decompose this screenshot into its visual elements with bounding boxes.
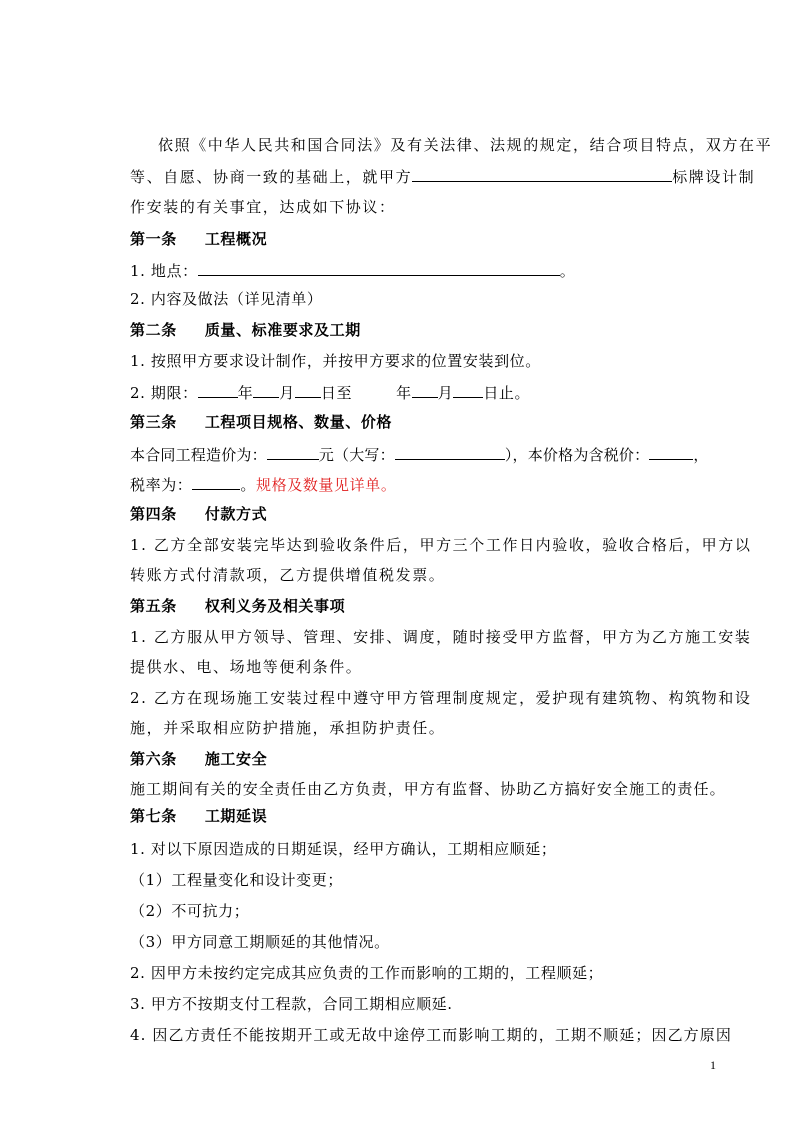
article-7-title: 第七条 (130, 807, 177, 825)
article-3-heading (130, 412, 750, 432)
end-month-blank[interactable] (412, 381, 438, 398)
article-6-name: 施工安全 (204, 750, 268, 768)
tax-rate-end: 。 (240, 476, 257, 494)
article-5-title: 第五条 (130, 597, 177, 615)
tax-price-label: ），本价格为含税价： (504, 446, 650, 464)
start-day-blank[interactable] (295, 381, 321, 398)
year-label: 年 (237, 384, 254, 402)
article-2-period (130, 381, 750, 403)
article-1-name: 工程概况 (204, 230, 268, 248)
price-blank[interactable] (267, 443, 319, 460)
intro-text-3: 作安装的有关事宜，达成如下协议： (130, 198, 396, 216)
price-label: 本合同工程造价为： (130, 446, 267, 464)
article-6-line-1 (130, 779, 750, 799)
article-5-line-2 (130, 657, 750, 677)
article-7-line-2 (130, 870, 750, 890)
article-7-heading (130, 806, 750, 826)
article-2-item-1 (130, 351, 750, 371)
price-unit: 元（大写： (318, 446, 395, 464)
article-5-heading (130, 596, 750, 616)
article-3-name: 工程项目规格、数量、价格 (204, 413, 393, 431)
article-4-name: 付款方式 (204, 505, 268, 523)
month-label-2: 月 (437, 384, 454, 402)
intro-text-1: 依照《中华人民共和国合同法》及有关法律、法规的规定，结合项目特点，双方在平 (158, 136, 773, 154)
article-7-name: 工期延误 (204, 807, 268, 825)
article-1-heading (130, 229, 750, 249)
start-month-blank[interactable] (253, 381, 279, 398)
article-7-line-4 (130, 932, 750, 952)
article-2-name: 质量、标准要求及工期 (204, 321, 361, 339)
article-3-price-line (130, 443, 750, 465)
article-3-tax-line (130, 473, 750, 495)
article-5-line-1 (130, 627, 750, 647)
article-4-line-1 (130, 535, 750, 555)
article-6-text-1: 施工期间有关的安全责任由乙方负责，甲方有监督、协助乙方搞好安全施工的责任。 (130, 780, 726, 798)
intro-line-3 (130, 197, 750, 217)
article-3-title: 第三条 (130, 413, 177, 431)
article-2-item-1-text: 1. 按照甲方要求设计制作，并按甲方要求的位置安装到位。 (130, 352, 541, 370)
article-5-text-1: 1. 乙方服从甲方领导、管理、安排、调度，随时接受甲方监督，甲方为乙方施工安装 (130, 628, 752, 646)
location-blank[interactable] (198, 259, 560, 276)
article-4-heading (130, 504, 750, 524)
year-label-2: 年 (396, 384, 412, 402)
article-7-text-6: 3. 甲方不按期支付工程款，合同工期相应顺延. (130, 995, 453, 1013)
article-4-text-1: 1. 乙方全部安装完毕达到验收条件后，甲方三个工作日内验收，验收合格后，甲方以 (130, 536, 752, 554)
article-7-line-7 (130, 1025, 750, 1045)
article-7-text-7: 4. 因乙方责任不能按期开工或无故中途停工而影响工期的，工期不顺延；因乙方原因 (130, 1026, 732, 1044)
month-label: 月 (279, 384, 295, 402)
intro-line-1 (130, 135, 773, 155)
article-5-text-3: 2. 乙方在现场施工安装过程中遵守甲方管理制度规定，爱护现有建筑物、构筑物和设 (130, 689, 752, 707)
tax-price-blank[interactable] (649, 443, 693, 460)
article-7-text-5: 2. 因甲方未按约定完成其应负责的工作而影响的工期的，工程顺延； (130, 964, 604, 982)
intro-text-2b: 标牌设计制 (672, 168, 756, 186)
spec-note: 规格及数量见详单。 (256, 476, 397, 494)
article-5-text-2: 提供水、电、场地等便利条件。 (130, 658, 363, 676)
tax-rate-label: 税率为： (130, 476, 193, 494)
content-text: 2. 内容及做法（详见清单） (130, 290, 323, 308)
article-7-line-1 (130, 839, 750, 859)
article-1-location (130, 259, 750, 281)
article-7-text-1: 1. 对以下原因造成的日期延误，经甲方确认，工期相应顺延； (130, 840, 557, 858)
end-day-blank[interactable] (453, 381, 483, 398)
article-7-line-5 (130, 963, 750, 983)
location-label: 1. 地点： (130, 262, 198, 280)
article-7-text-4: （3）甲方同意工期顺延的其他情况。 (130, 933, 390, 951)
intro-line-2 (130, 165, 756, 187)
day-to-label: 日至 (320, 384, 353, 402)
period-label: 2. 期限： (130, 384, 198, 402)
article-2-title: 第二条 (130, 321, 177, 339)
article-6-title: 第六条 (130, 750, 177, 768)
article-4-line-2 (130, 565, 750, 585)
price-words-blank[interactable] (395, 443, 505, 460)
article-7-text-3: （2）不可抗力； (130, 902, 250, 920)
tax-price-end: ， (693, 446, 709, 464)
article-7-line-3 (130, 901, 750, 921)
intro-text-2a: 等、自愿、协商一致的基础上，就甲方 (130, 168, 413, 186)
article-1-title: 第一条 (130, 230, 177, 248)
end-label: 日止。 (483, 384, 531, 402)
article-4-title: 第四条 (130, 505, 177, 523)
start-year-blank[interactable] (198, 381, 238, 398)
article-5-text-4: 施，并采取相应防护措施，承担防护责任。 (130, 719, 446, 737)
article-1-content (130, 289, 750, 309)
article-6-heading (130, 749, 750, 769)
article-7-line-6 (130, 994, 750, 1014)
location-end: 。 (559, 262, 576, 280)
page-number: 1 (710, 1058, 716, 1072)
article-5-line-4 (130, 718, 750, 738)
project-name-blank[interactable] (412, 165, 672, 182)
article-4-text-2: 转账方式付清款项，乙方提供增值税发票。 (130, 566, 446, 584)
article-7-text-2: （1）工程量变化和设计变更； (130, 871, 343, 889)
article-5-line-3 (130, 688, 750, 708)
article-2-heading (130, 320, 750, 340)
article-5-name: 权利义务及相关事项 (204, 597, 346, 615)
tax-rate-blank[interactable] (192, 473, 240, 490)
